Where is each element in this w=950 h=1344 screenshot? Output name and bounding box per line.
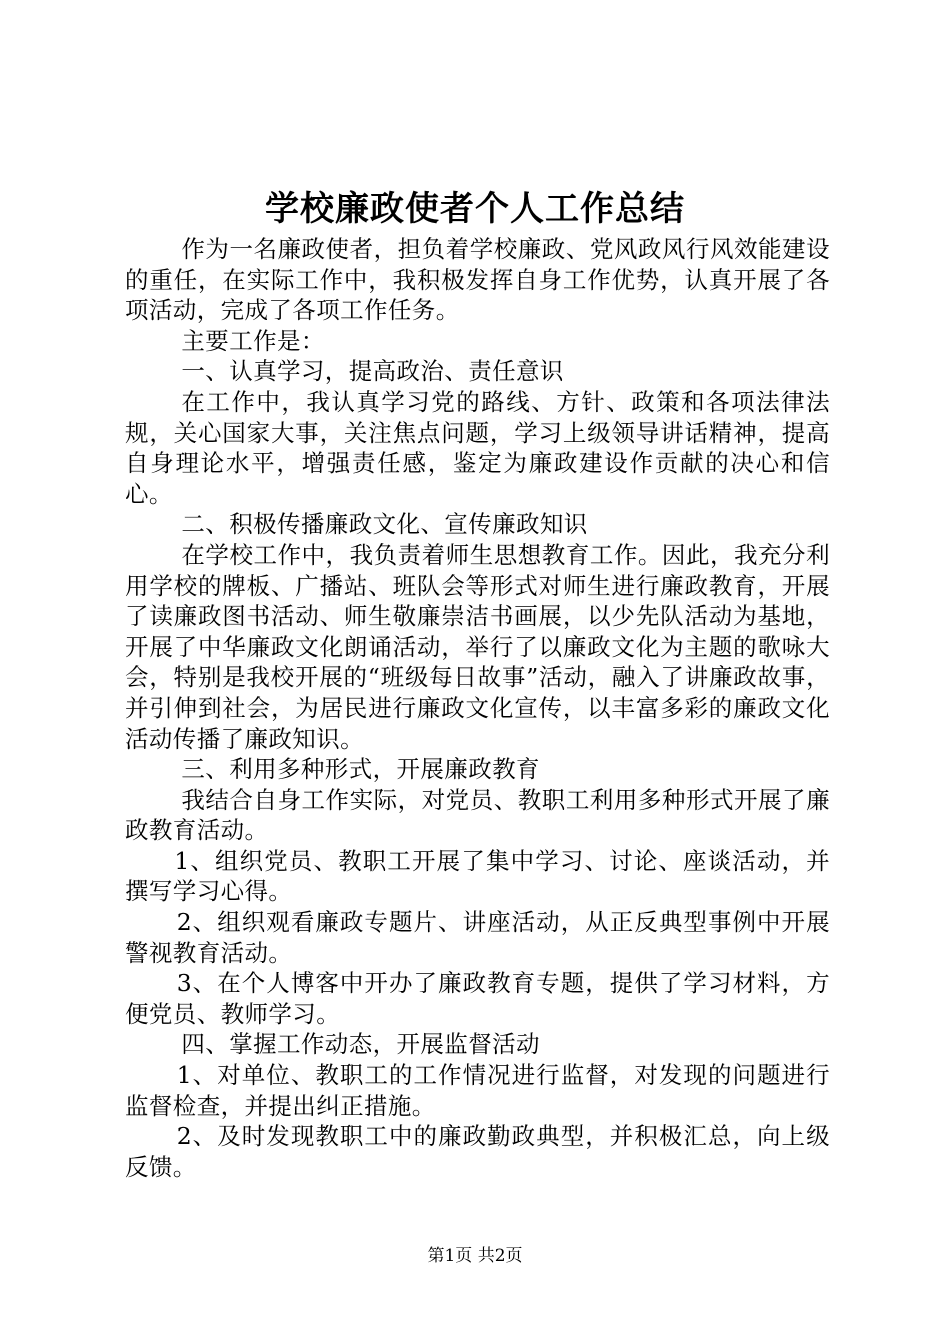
main-work-label: 主要工作是： xyxy=(181,326,325,355)
section-heading-2: 二、积极传播廉政文化、宣传廉政知识 xyxy=(181,510,588,539)
section-4-item-1: 1、对单位、教职工的工作情况进行监督，对发现的问题进行监督检查，并提出纠正措施。 xyxy=(125,1061,830,1120)
section-3-item-2: 2、组织观看廉政专题片、讲座活动，从正反典型事例中开展警视教育活动。 xyxy=(125,908,830,967)
section-heading-1: 一、认真学习，提高政治、责任意识 xyxy=(181,357,564,386)
document-title: 学校廉政使者个人工作总结 xyxy=(265,189,685,229)
section-2-paragraph: 在学校工作中，我负责着师生思想教育工作。因此，我充分利用学校的牌板、广播站、班队会等形式对师生进行廉政教育，开展了读廉政图书活动、师生敬廉崇洁书画展，以少先队活动为基地，开展了中华廉政文化朗诵活动，举行了以廉政文化为主题的歌咏大会，特别是我校开展的“班级每日故事”活动，融入了讲廉政故事，并引伸到社会，为居民进行廉政文化宣传，以丰富多彩的廉政文化活动传播了廉政知识。 xyxy=(125,540,830,753)
section-heading-4: 四、掌握工作动态，开展监督活动 xyxy=(181,1030,540,1059)
page-footer: 第1页 共2页 xyxy=(427,1246,523,1266)
section-3-paragraph: 我结合自身工作实际，对党员、教职工利用多种形式开展了廉政教育活动。 xyxy=(125,785,830,845)
section-heading-3: 三、利用多种形式，开展廉政教育 xyxy=(181,755,540,784)
section-4-item-2: 2、及时发现教职工中的廉政勤政典型，并积极汇总，向上级反馈。 xyxy=(125,1122,830,1181)
document-body xyxy=(125,234,830,1182)
section-3-item-3: 3、在个人博客中开办了廉政教育专题，提供了学习材料，方便党员、教师学习。 xyxy=(125,969,830,1028)
section-3-item-1: 1、组织党员、教职工开展了集中学习、讨论、座谈活动，并撰写学习心得。 xyxy=(125,846,830,906)
intro-paragraph: 作为一名廉政使者，担负着学校廉政、党风政风行风效能建设的重任，在实际工作中，我积极发挥自身工作优势，认真开展了各项活动，完成了各项工作任务。 xyxy=(125,235,830,325)
section-1-paragraph: 在工作中，我认真学习党的路线、方针、政策和各项法律法规，关心国家大事，关注焦点问题，学习上级领导讲话精神，提高自身理论水平，增强责任感，鉴定为廉政建设作贡献的决心和信心。 xyxy=(125,387,830,508)
